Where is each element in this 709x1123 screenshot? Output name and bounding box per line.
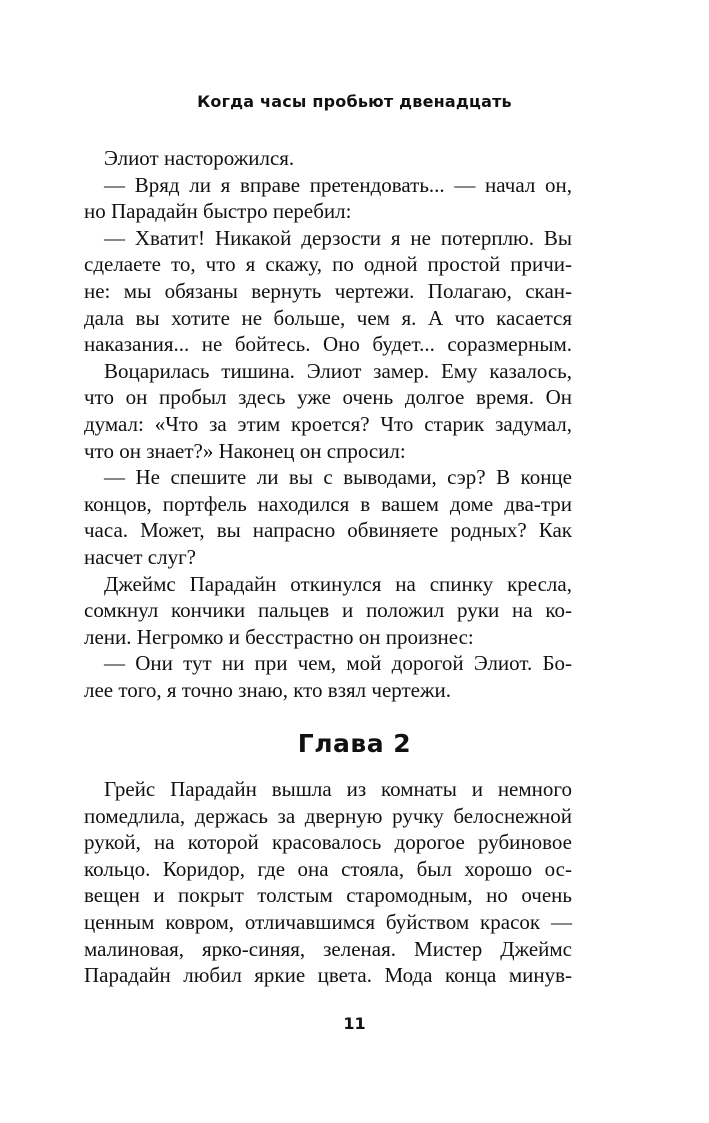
text-line: думал: «Что за этим кроется? Что старик задумал, [84, 411, 572, 436]
text-line: лени. Негромко и бесстрастно он произнес: [84, 624, 474, 649]
text-line: что он пробыл здесь уже очень долгое время. Он [84, 385, 572, 410]
text-line: но Парадайн быстро перебил: [84, 199, 352, 224]
text-line: насчет слуг? [84, 544, 197, 569]
text-line: часа. Может, вы напрасно обвиняете родных? Как [84, 518, 572, 543]
text-line: что он знает?» Наконец он спросил: [84, 438, 406, 463]
text-line: Парадайн любил яркие цвета. Мода конца минув- [84, 963, 572, 988]
text-line: помедлила, держась за дверную ручку белоснежной [84, 803, 572, 828]
text-line: кольцо. Коридор, где она стояла, был хорошо ос- [84, 856, 572, 881]
text-line: сомкнул кончики пальцев и положил руки на ко- [84, 598, 572, 623]
text-line: Элиот насторожился. [104, 146, 295, 170]
body-text-block [84, 145, 572, 703]
text-line: Джеймс Парадайн откинулся на спинку кресла, [104, 571, 572, 596]
text-line: Грейс Парадайн вышла из комнаты и немного [104, 777, 572, 801]
text-line: концов, портфель находился в вашем доме два-три [84, 491, 572, 516]
text-line: сделаете то, что я скажу, по одной простой причи- [84, 252, 572, 277]
text-line: — Они тут ни при чем, мой дорогой Элиот. Бо- [104, 651, 572, 676]
text-line: вещен и покрыт толстым старомодным, но очень [84, 883, 572, 908]
text-line: дала вы хотите не больше, чем я. А что касается [84, 305, 572, 330]
page-number: 11 [343, 1014, 366, 1033]
text-line: малиновая, ярко-синяя, зеленая. Мистер Джеймс [84, 936, 572, 961]
text-line: — Не спешите ли вы с выводами, сэр? В конце [104, 465, 572, 490]
chapter-heading: Глава 2 [297, 729, 412, 758]
running-title: Когда часы пробьют двенадцать [197, 92, 512, 111]
text-line: — Хватит! Никакой дерзости я не потерплю. Вы [104, 225, 572, 250]
text-line: — Вряд ли я вправе претендовать... — начал он, [104, 172, 572, 197]
text-line: рукой, на которой красовалось дорогое рубиновое [84, 830, 572, 855]
text-line: лее того, я точно знаю, кто взял чертежи. [84, 677, 451, 702]
text-line: не: мы обязаны вернуть чертежи. Полагаю, скан- [84, 278, 572, 303]
text-line: ценным ковром, отличавшимся буйством красок — [84, 909, 572, 934]
text-line: Воцарилась тишина. Элиот замер. Ему казалось, [104, 358, 572, 383]
text-line: наказания... не бойтесь. Оно будет... соразмерным. [84, 332, 572, 357]
chapter-text-block [84, 776, 572, 989]
